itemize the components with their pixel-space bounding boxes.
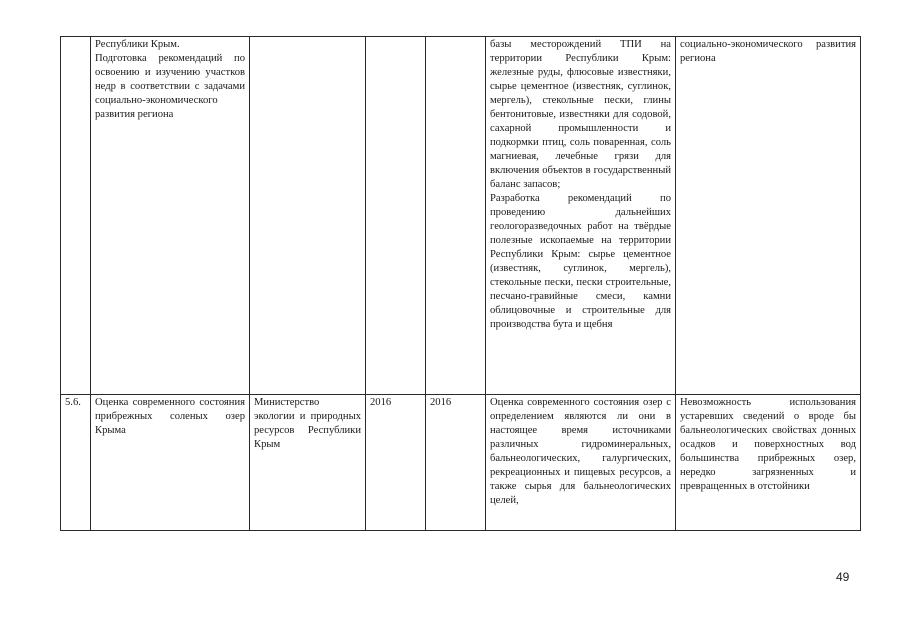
table-row [61,37,861,395]
document-table [60,36,861,531]
work-cell [486,37,676,395]
start-year-cell [366,37,426,395]
start-year-cell [366,395,426,531]
result-text: Невозможность использования устаревших сведений о вроде бы бальнеологических свойствах донных осадков и поверхностных вод большинства прибрежных озер, нередко загрязненных и превращенных в отстойники [680,397,856,492]
executor-cell [250,395,366,531]
task-text: Республики Крым. Подготовка рекомендаций по освоению и изучению участков недр в соответствии с задачами социально-экономического развития региона [95,39,245,120]
work-cell [486,395,676,531]
row-number-cell [61,395,91,531]
page-number: 49 [836,570,850,584]
row-number-cell [61,37,91,395]
end-year: 2016 [430,397,452,408]
end-year-cell [426,37,486,395]
work-text: базы месторождений ТПИ на территории Республики Крым: железные руды, флюсовые известняки, сырье цементное (известняк, суглинок, мергель), стекольные пески, глины бентонитовые, известняки для содовой, сахарной промышленности и подкормки птиц, соль поваренная, соль магниевая, лечебные грязи для включения объектов в государственный баланс запасов; Разработка рекомендаций по проведению дальнейших геологоразведочных работ на твёрдые полезные ископаемые на территории Республики Крым: сырье цементное (известняк, суглинок, мергель), стекольные пески, пески строительные, песчано-гравийные смеси, камни облицовочные и строительные для производства бута и щебня [490,39,671,330]
row-number: 5.6. [65,397,81,408]
executor-cell [250,37,366,395]
result-cell [676,395,861,531]
start-year: 2016 [370,397,392,408]
task-text: Оценка современного состояния прибрежных соленых озер Крыма [95,397,245,436]
result-text: социально-экономического развития региона [680,39,856,64]
task-cell [91,395,250,531]
end-year-cell [426,395,486,531]
executor-text: Министерство экологии и природных ресурсов Республики Крым [254,397,361,450]
result-cell [676,37,861,395]
task-cell [91,37,250,395]
table-row [61,395,861,531]
work-text: Оценка современного состояния озер с определением являются ли они в настоящее время источниками различных гидроминеральных, бальнеологических, галургических, рекреационных и пищевых ресурсов, а также сырья для бальнеологических целей, [490,397,671,506]
